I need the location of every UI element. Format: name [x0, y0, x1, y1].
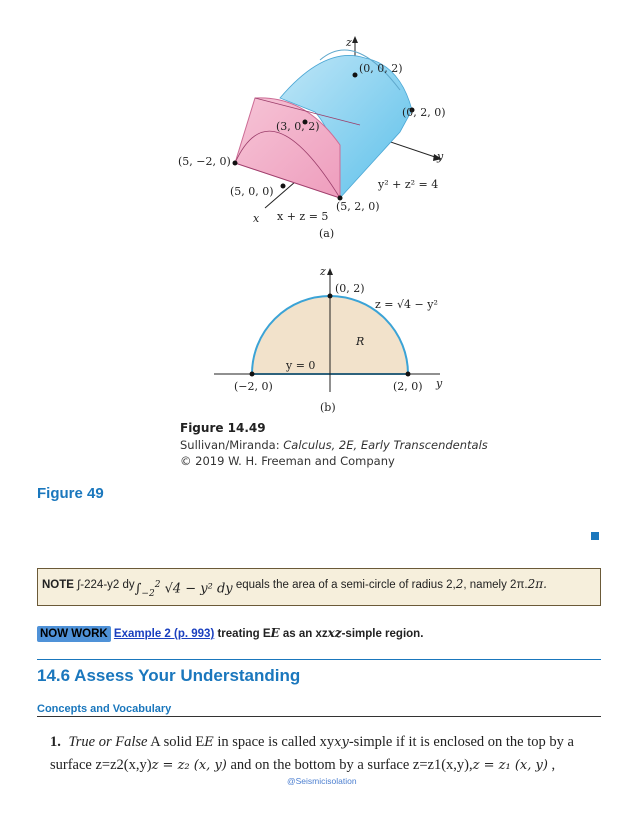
now-work-text3: -simple region.: [341, 628, 424, 640]
label-top: (0, 2): [335, 282, 365, 295]
label-eq-cyl: y² + z² = 4: [378, 178, 439, 191]
label-020: (0, 2, 0): [402, 106, 446, 119]
z-axis-arrow-b: [327, 268, 333, 275]
question-1: [50, 731, 605, 777]
q-math-xy: xy: [334, 735, 349, 750]
integral-body: √4 − y² dy: [164, 581, 233, 596]
now-work-math-xz: xz: [327, 626, 342, 640]
label-eq-plane: x + z = 5: [277, 210, 329, 223]
caption-title: Figure 14.49: [180, 421, 266, 435]
note-text-end: , namely 2π.: [463, 579, 528, 591]
q-text-2: in space is called xy: [213, 734, 335, 750]
figure-a-solid-diagram: [150, 30, 480, 252]
integral-upper: 2: [154, 579, 161, 590]
q-math-z2: z = z₂ (x, y): [151, 758, 227, 773]
q-text-4: and on the bottom by a surface z=z1(x,y),: [226, 757, 473, 773]
q-text-1: A solid E: [147, 734, 205, 750]
question-tf: True or False: [68, 734, 148, 750]
end-of-example-marker: [591, 532, 599, 540]
now-work-math-e: E: [270, 626, 280, 640]
figure-label: Figure 49: [37, 485, 104, 502]
point-500: [281, 184, 286, 189]
section-title: 14.6 Assess Your Understanding: [37, 666, 301, 685]
point-left: [250, 372, 255, 377]
note-area-math: 2π.: [527, 577, 547, 591]
label-x: x: [253, 212, 260, 225]
point-top: [328, 294, 333, 299]
now-work-line: [37, 626, 423, 640]
integral-expression: $\int_{-2}^2$ √4 − y² dy: [134, 579, 233, 599]
caption-book: Calculus, 2E, Early Transcendentals: [283, 438, 488, 452]
caption-authors: Sullivan/Miranda:: [180, 438, 284, 452]
label-right: (2, 0): [393, 380, 423, 393]
label-base-eq: y = 0: [286, 359, 316, 372]
note-text-before: ∫-224-y2 dy: [73, 579, 135, 591]
q-math-z1: z = z₁ (x, y): [472, 758, 548, 773]
now-work-text1: treating E: [214, 628, 271, 640]
label-002: (0, 0, 2): [359, 62, 403, 75]
example-2-link[interactable]: Example 2 (p. 993): [113, 628, 215, 640]
point-5m20: [233, 161, 238, 166]
label-500: (5, 0, 0): [230, 185, 274, 198]
subsection-heading: Concepts and Vocabulary: [37, 703, 172, 715]
note-radius-math: 2: [455, 577, 464, 591]
label-left: (−2, 0): [234, 380, 273, 393]
label-sub-b: (b): [320, 401, 336, 414]
z-axis-arrow: [352, 36, 358, 43]
label-sub-a: (a): [319, 227, 335, 240]
label-5m20: (5, −2, 0): [178, 155, 231, 168]
q-text-5: ,: [547, 757, 556, 773]
label-520: (5, 2, 0): [336, 200, 380, 213]
point-right: [406, 372, 411, 377]
caption-authors-line: [180, 437, 488, 453]
q-text-3: -simple if it is enclosed on the top by a surface z=z2(x,y): [50, 734, 574, 773]
note-text-mid: equals the area of a semi-circle of radius 2,: [232, 579, 456, 591]
question-number: 1.: [50, 734, 61, 750]
now-work-tag: NOW WORK: [37, 626, 111, 642]
caption-copyright: © 2019 W. H. Freeman and Company: [180, 454, 395, 468]
label-curve-eq: z = √4 − y²: [375, 298, 438, 311]
label-z: z: [346, 36, 352, 49]
note-box: [37, 568, 601, 606]
subsection-divider: [37, 716, 601, 717]
label-y-b: y: [436, 377, 443, 390]
now-work-text2: as an xz: [279, 628, 328, 640]
point-002: [353, 73, 358, 78]
label-z-b: z: [320, 265, 326, 278]
label-302: (3, 0, 2): [276, 120, 320, 133]
section-divider-top: [37, 659, 601, 660]
q-math-e: E: [204, 735, 214, 750]
note-label: NOTE: [42, 579, 74, 591]
label-region: R: [356, 335, 365, 348]
label-y: y: [437, 150, 444, 163]
watermark: @Seismicisolation: [287, 776, 357, 786]
integral-lower: −2: [141, 588, 155, 599]
figure-caption: [180, 421, 488, 469]
figure-b-region-diagram: [200, 260, 460, 420]
